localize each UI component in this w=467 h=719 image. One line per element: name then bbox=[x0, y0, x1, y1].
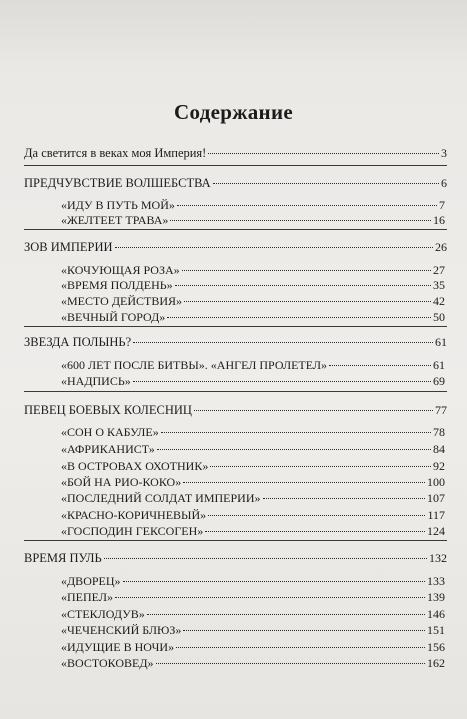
toc-entry[interactable] bbox=[61, 475, 445, 490]
toc-entry-page: 133 bbox=[427, 574, 445, 588]
toc-entry-title: «БОЙ НА РИО-КОКО» bbox=[61, 475, 182, 489]
dot-leader bbox=[183, 482, 425, 483]
toc-entry[interactable] bbox=[61, 442, 445, 457]
toc-entry-title: «КОЧУЮЩАЯ РОЗА» bbox=[61, 263, 180, 277]
toc-entry-title: «ГОСПОДИН ГЕКСОГЕН» bbox=[61, 524, 204, 538]
toc-entry-page: 92 bbox=[433, 459, 445, 473]
toc-entry[interactable] bbox=[61, 491, 445, 506]
toc-entry-title: «ИДУЩИЕ В НОЧИ» bbox=[61, 640, 175, 654]
dot-leader bbox=[183, 630, 425, 631]
toc-entry[interactable] bbox=[61, 623, 445, 638]
toc-entry[interactable] bbox=[61, 263, 445, 278]
dot-leader bbox=[170, 220, 431, 221]
toc-section[interactable] bbox=[24, 551, 447, 566]
toc-entry-page: 50 bbox=[433, 310, 445, 324]
dot-leader bbox=[210, 466, 431, 467]
dot-leader bbox=[156, 663, 425, 664]
dot-leader bbox=[208, 153, 439, 154]
toc-entry[interactable] bbox=[61, 213, 445, 228]
toc-section[interactable] bbox=[24, 403, 447, 418]
toc-entry[interactable] bbox=[61, 574, 445, 589]
dot-leader bbox=[175, 285, 431, 286]
toc-section-title: ПЕВЕЦ БОЕВЫХ КОЛЕСНИЦ bbox=[24, 403, 192, 417]
section-divider bbox=[24, 229, 447, 230]
toc-section-title: ПРЕДЧУВСТВИЕ ВОЛШЕБСТВА bbox=[24, 176, 211, 190]
toc-entry-page: 124 bbox=[427, 524, 445, 538]
toc-entry-page: 162 bbox=[427, 656, 445, 670]
toc-entry-page: 3 bbox=[441, 146, 447, 160]
toc-entry[interactable] bbox=[24, 146, 447, 161]
dot-leader bbox=[123, 581, 425, 582]
toc-entry-title: «ВОСТОКОВЕД» bbox=[61, 656, 154, 670]
toc-section-page: 6 bbox=[441, 176, 447, 190]
dot-leader bbox=[329, 365, 431, 366]
toc-entry-title: «ПОСЛЕДНИЙ СОЛДАТ ИМПЕРИИ» bbox=[61, 491, 261, 505]
toc-entry[interactable] bbox=[61, 310, 445, 325]
toc-entry-title: «АФРИКАНИСТ» bbox=[61, 442, 155, 456]
toc-entry-page: 69 bbox=[433, 374, 445, 388]
toc-entry-title: «ДВОРЕЦ» bbox=[61, 574, 121, 588]
dot-leader bbox=[177, 205, 437, 206]
dot-leader bbox=[115, 597, 425, 598]
section-divider bbox=[24, 165, 447, 166]
toc-entry-page: 27 bbox=[433, 263, 445, 277]
toc-entry-title: «600 ЛЕТ ПОСЛЕ БИТВЫ». «АНГЕЛ ПРОЛЕТЕЛ» bbox=[61, 358, 328, 372]
toc-entry-title: «ВЕЧНЫЙ ГОРОД» bbox=[61, 310, 166, 324]
toc-entry[interactable] bbox=[61, 590, 445, 605]
toc-entry[interactable] bbox=[61, 374, 445, 389]
toc-entry-title: Да светится в веках моя Империя! bbox=[24, 146, 207, 160]
toc-entry-title: «ЖЕЛТЕЕТ ТРАВА» bbox=[61, 213, 169, 227]
toc-entry-page: 117 bbox=[427, 508, 445, 522]
section-divider bbox=[24, 326, 447, 327]
toc-entry[interactable] bbox=[61, 508, 445, 523]
dot-leader bbox=[184, 301, 431, 302]
toc-section-title: ЗОВ ИМПЕРИИ bbox=[24, 240, 113, 254]
toc-entry-page: 42 bbox=[433, 294, 445, 308]
toc-entry-title: «СОН О КАБУЛЕ» bbox=[61, 425, 159, 439]
dot-leader bbox=[133, 381, 431, 382]
toc-section-page: 26 bbox=[435, 240, 447, 254]
toc-section-title: ЗВЕЗДА ПОЛЫНЬ? bbox=[24, 335, 132, 349]
toc-entry-page: 146 bbox=[427, 607, 445, 621]
toc-entry-title: «ВРЕМЯ ПОЛДЕНЬ» bbox=[61, 278, 173, 292]
dot-leader bbox=[208, 515, 425, 516]
toc-entry[interactable] bbox=[61, 198, 445, 213]
toc-entry-page: 151 bbox=[427, 623, 445, 637]
section-divider bbox=[24, 391, 447, 392]
dot-leader bbox=[115, 247, 433, 248]
toc-entry-page: 156 bbox=[427, 640, 445, 654]
dot-leader bbox=[157, 449, 431, 450]
toc-section-page: 132 bbox=[429, 551, 447, 565]
toc-entry-page: 61 bbox=[433, 358, 445, 372]
toc-entry[interactable] bbox=[61, 294, 445, 309]
dot-leader bbox=[194, 410, 433, 411]
dot-leader bbox=[161, 432, 431, 433]
toc-entry-page: 139 bbox=[427, 590, 445, 604]
dot-leader bbox=[147, 614, 425, 615]
toc-entry-title: «СТЕКЛОДУВ» bbox=[61, 607, 145, 621]
toc-entry-title: «МЕСТО ДЕЙСТВИЯ» bbox=[61, 294, 183, 308]
toc-entry[interactable] bbox=[61, 459, 445, 474]
dot-leader bbox=[167, 317, 431, 318]
dot-leader bbox=[205, 531, 425, 532]
toc-section[interactable] bbox=[24, 176, 447, 191]
toc-entry[interactable] bbox=[61, 425, 445, 440]
toc-entry-title: «КРАСНО-КОРИЧНЕВЫЙ» bbox=[61, 508, 207, 522]
dot-leader bbox=[133, 342, 433, 343]
toc-entry-page: 16 bbox=[433, 213, 445, 227]
dot-leader bbox=[263, 498, 425, 499]
toc-entry-page: 84 bbox=[433, 442, 445, 456]
toc-section-page: 61 bbox=[435, 335, 447, 349]
toc-entry[interactable] bbox=[61, 640, 445, 655]
toc-section[interactable] bbox=[24, 240, 447, 255]
toc-section[interactable] bbox=[24, 335, 447, 350]
toc-entry[interactable] bbox=[61, 358, 445, 373]
toc-entry-title: «В ОСТРОВАХ ОХОТНИК» bbox=[61, 459, 209, 473]
toc-section-page: 77 bbox=[435, 403, 447, 417]
dot-leader bbox=[176, 647, 425, 648]
section-divider bbox=[24, 540, 447, 541]
dot-leader bbox=[182, 270, 431, 271]
toc-entry[interactable] bbox=[61, 607, 445, 622]
toc-entry[interactable] bbox=[61, 278, 445, 293]
toc-entry[interactable] bbox=[61, 524, 445, 539]
toc-entry-title: «ЧЕЧЕНСКИЙ БЛЮЗ» bbox=[61, 623, 182, 637]
toc-entry-page: 78 bbox=[433, 425, 445, 439]
toc-entry[interactable] bbox=[61, 656, 445, 671]
page-title: Содержание bbox=[174, 100, 293, 124]
toc-entry-title: «НАДПИСЬ» bbox=[61, 374, 131, 388]
toc-entry-page: 100 bbox=[427, 475, 445, 489]
toc-entry-title: «ПЕПЕЛ» bbox=[61, 590, 113, 604]
dot-leader bbox=[104, 558, 427, 559]
toc-entry-page: 107 bbox=[427, 491, 445, 505]
dot-leader bbox=[213, 183, 439, 184]
toc-section-title: ВРЕМЯ ПУЛЬ bbox=[24, 551, 102, 565]
toc-entry-page: 7 bbox=[439, 198, 445, 212]
toc-entry-page: 35 bbox=[433, 278, 445, 292]
toc-entry-title: «ИДУ В ПУТЬ МОЙ» bbox=[61, 198, 175, 212]
